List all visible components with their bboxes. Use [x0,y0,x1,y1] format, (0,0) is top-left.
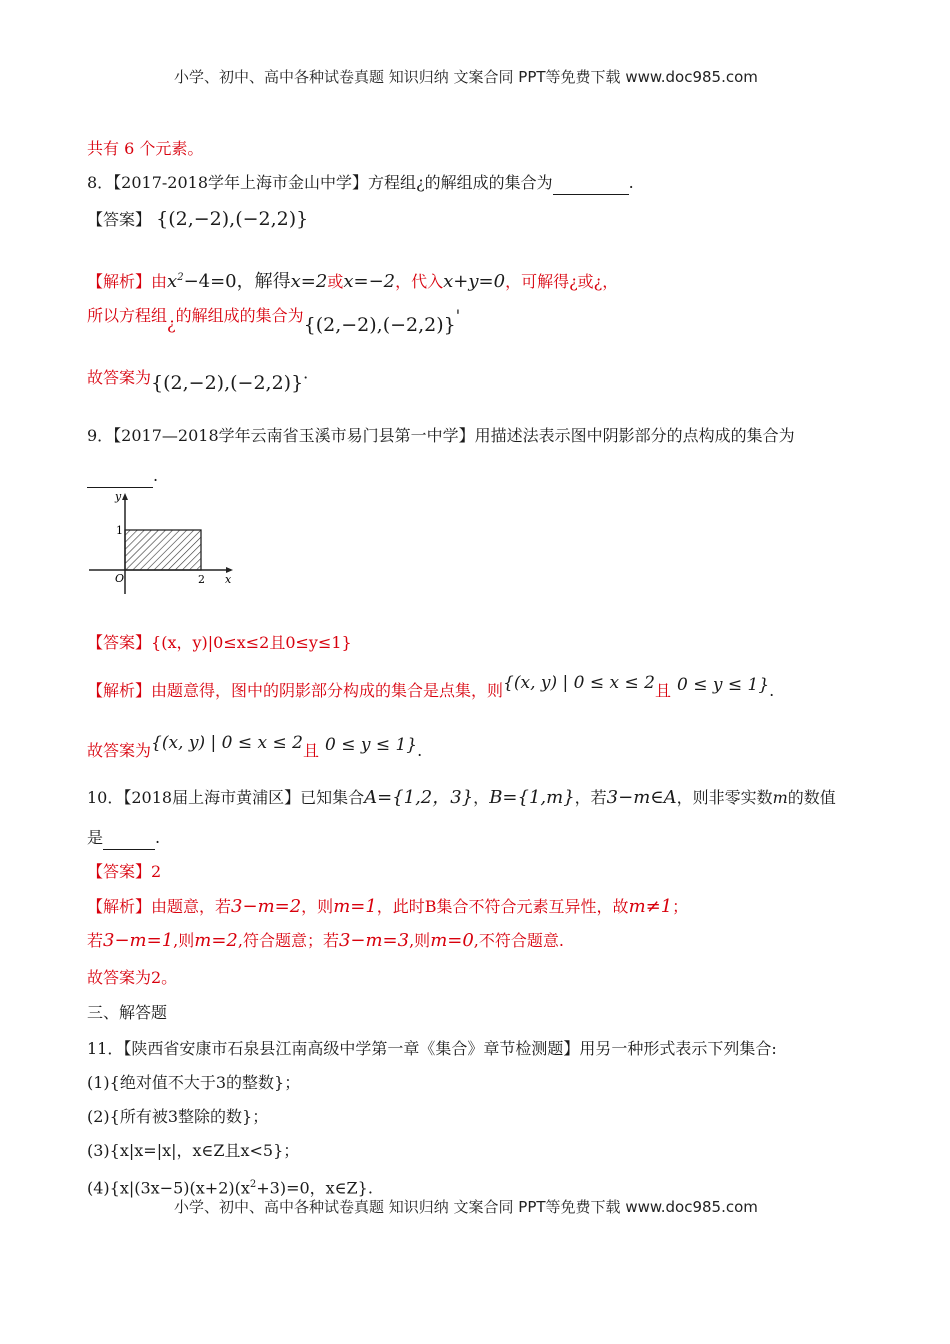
q10-analysis-text-2: ，则 [301,897,334,916]
q10-answer-value: 2 [151,862,162,881]
q8-question-text: 8．【2017-2018学年上海市金山中学】方程组¿的解组成的集合为 [87,173,553,192]
q10-analysis2-math-2: m=2 [194,930,238,951]
q10-analysis2-math-3: 3−m=3 [338,930,410,951]
q9-final-set-a: {(x, y) | 0 ≤ x ≤ 2 [151,733,303,753]
q8-final-set: {(2,−2),(−2,2)} [151,372,304,394]
q10-question-text-i: 的数值 [787,788,836,807]
q8-analysis2-text: 所以方程组 [87,306,168,325]
q7-tail-text: 共有 6 个元素。 [87,139,204,158]
q10-question-text-e: ，若 [574,788,607,807]
q10-question-text-g: ，则非零实数 [676,788,773,807]
q8-answer-blank [553,172,629,195]
q8-final [87,366,309,394]
q10-analysis2-text-b: ,则 [173,931,195,950]
q10-final: 故答案为2。 [87,968,178,987]
q9-analysis-text: 由题意得，图中的阴影部分构成的集合是点集，则 [151,681,504,700]
q10-blank-end: . [155,828,161,847]
q10-question-line2-text: 是 [87,828,104,847]
q10-analysis-label: 【解析】 [87,897,152,916]
q9-final [87,733,423,762]
q10-analysis-text-1: 由题意，若 [151,897,232,916]
q9-blank-line [87,465,158,488]
q8-analysis-line2 [87,304,461,336]
q9-analysis-set-a: {(x, y) | 0 ≤ x ≤ 2 [503,673,655,693]
q10-set-a: A={1,2，3} [364,787,474,808]
q9-analysis-set-b: 0 ≤ y ≤ 1} [676,675,770,695]
page-header: 小学、初中、高中各种试卷真题 知识归纳 文案合同 PPT等免费下载 www.doc985.com [174,68,758,86]
y-axis-arrow [122,493,128,500]
q9-analysis-and: 且 [654,681,671,700]
q9-question: 9．【2017—2018学年云南省玉溪市易门县第一中学】用描述法表示图中阴影部分的点构成的集合为 [87,426,795,445]
x-axis-label: x [225,573,232,586]
q9-final-and: 且 [302,741,319,760]
q10-answer-blank [103,827,155,850]
q11-item-1: (1){绝对值不大于3的整数}； [87,1073,301,1092]
q9-final-set-b: 0 ≤ y ≤ 1} [324,735,418,755]
q11-item-4-text-a: (4){x|(3x−5)(x+2)(x [87,1178,250,1198]
q10-analysis2-text-c: ,符合题意；若 [237,931,339,950]
q8-final-end: · [303,368,309,387]
q10-analysis-text-3: ，此时B集合不符合元素互异性，故 [376,897,629,916]
q8-or: 或 [327,272,344,291]
q10-analysis2-text-a: 若 [87,931,104,950]
q8-analysis-text: 由 [151,272,168,291]
q11-item-4-exp: 2 [249,1179,257,1190]
x-tick-label: 2 [198,573,205,586]
q8-solution-2: x=−2 [343,271,396,292]
q9-answer-label: 【答案】 [87,633,152,652]
q10-analysis-math-1: 3−m=2 [231,896,302,917]
q8-eq-rest: −4=0，解得 [183,271,291,292]
q9-analysis-end: . [769,681,775,700]
q10-analysis2-text-d: ,则 [409,931,431,950]
y-axis-label: y [115,490,122,503]
q10-question-line1 [87,787,836,809]
q11-item-3: (3){x|x=|x|，x∈Z且x<5}； [87,1141,300,1160]
q10-analysis2-math-4: m=0 [430,930,474,951]
q8-solution-1: x=2 [290,271,328,292]
q9-final-label: 故答案为 [87,741,152,760]
q9-shaded-region-figure [87,488,247,598]
q8-final-label: 故答案为 [87,368,152,387]
q11-item-2: (2){所有被3整除的数}； [87,1107,269,1126]
q10-analysis-text-4: ； [672,897,689,916]
q10-answer-label: 【答案】 [87,862,152,881]
q9-answer-text: {(x，y)|0≤x≤2且0≤y≤1} [151,633,352,652]
q8-analysis-end: ，可解得¿或¿， [505,272,619,291]
q8-eq-exp: 2 [177,272,184,283]
q8-analysis-line1 [87,267,618,293]
q8-eq-x: x [167,271,178,292]
q10-var-m: m [772,788,788,807]
origin-label: O [115,572,125,585]
q10-analysis-line2 [87,930,564,952]
q8-analysis2-end: ' [455,306,461,325]
q10-set-b: B={1,m} [489,787,575,808]
q8-answer [87,208,308,231]
q8-analysis-label: 【解析】 [87,272,152,291]
q9-analysis-label: 【解析】 [87,681,152,700]
shaded-rectangle [125,530,201,570]
q9-analysis [87,673,775,702]
q9-final-end: . [417,741,423,760]
q10-analysis-math-2: m=1 [333,896,377,917]
section-3-heading: 三、解答题 [87,1003,168,1022]
q11-question: 11．【陕西省安康市石泉县江南高级中学第一章《集合》章节检测题】用另一种形式表示下列集合: [87,1039,777,1058]
q10-answer [87,861,161,883]
q11-item-4-text-b: +3)=0，x∈Z}. [256,1178,373,1198]
q8-eq-2: x+y=0 [443,271,506,292]
q10-analysis2-text-e: ,不符合题意. [473,931,564,950]
q10-question-line2 [87,827,160,850]
q9-answer [87,632,352,654]
q9-answer-blank [87,465,153,488]
q8-question: 8．【2017-2018学年上海市金山中学】方程组¿的解组成的集合为 . [87,172,634,195]
q10-condition: 3−m∈A [606,787,677,808]
q10-comma: ， [473,788,490,807]
q10-analysis-math-3: m≠1 [628,896,673,917]
q8-substitute-text: ，代入 [395,272,444,291]
q10-analysis-line1 [87,896,688,918]
q8-analysis2-set: {(2,−2),(−2,2)} [303,314,456,336]
q8-analysis2-text-b: 的解组成的集合为 [175,306,304,325]
q8-answer-set: {(2,−2),(−2,2)} [156,208,309,230]
q9-blank-end: . [153,466,159,485]
q10-analysis2-math-1: 3−m=1 [103,930,174,951]
y-tick-label: 1 [116,524,123,537]
q10-question-text-a: 10．【2018届上海市黄浦区】已知集合 [87,788,365,807]
page-footer: 小学、初中、高中各种试卷真题 知识归纳 文案合同 PPT等免费下载 www.doc985.com [174,1198,758,1216]
q8-eq-var [167,271,184,292]
q8-answer-label: 【答案】 [87,210,152,229]
q8-analysis2-glyph: ¿ [167,314,176,333]
